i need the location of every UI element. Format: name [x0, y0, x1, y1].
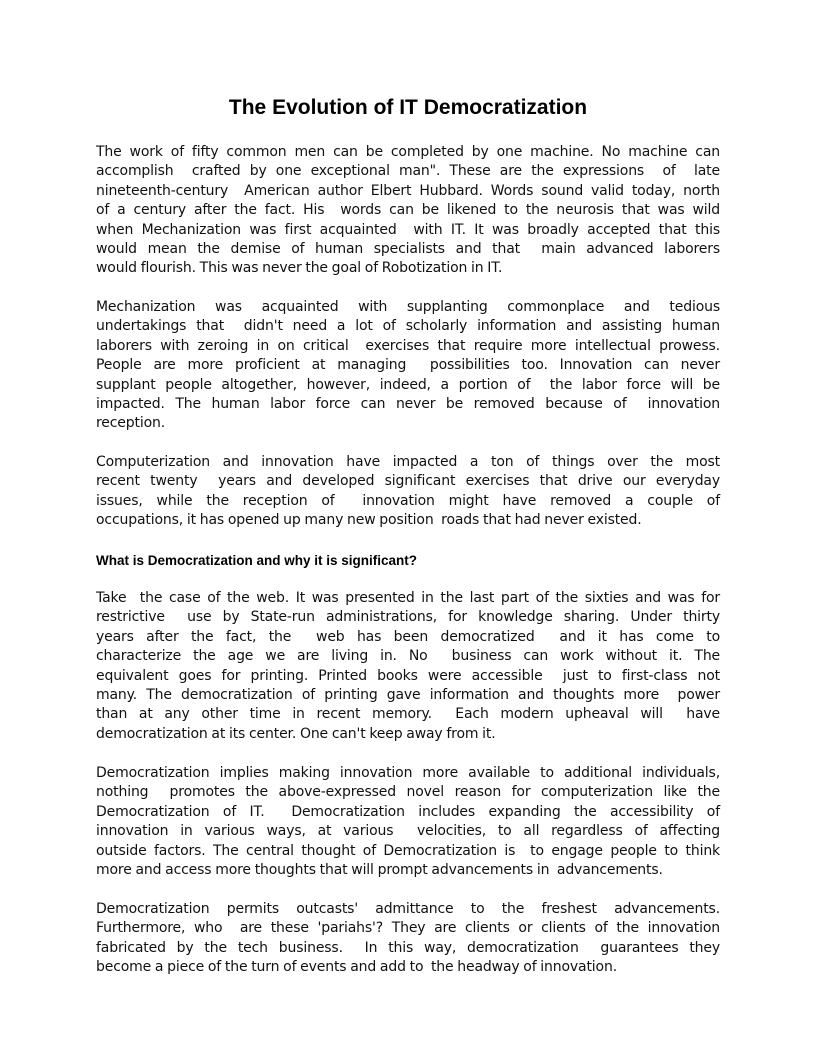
paragraph-line: years after the fact, the web has been democratized and it has come to — [96, 628, 720, 645]
paragraph-computerization — [96, 453, 720, 531]
paragraph-line: Mechanization was acquainted with supplanting commonplace and tedious — [96, 299, 720, 315]
paragraph-line: Furthermore, who are these 'pariahs'? They are clients or clients of the innovation — [96, 920, 720, 937]
paragraph-line: Democratization permits outcasts' admittance to the freshest advancements. — [96, 901, 720, 917]
paragraph-line: undertakings that didn't need a lot of scholarly information and assisting human — [96, 318, 720, 335]
paragraph-line: impacted. The human labor force can never be removed because of innovation — [96, 395, 720, 412]
paragraph-line: democratization at its center. One can't keep away from it. — [96, 725, 496, 742]
paragraph-line: would flourish. This was never the goal of Robotization in IT. — [96, 260, 503, 277]
paragraph-line: People are more proficient at managing possibilities too. Innovation can never — [96, 357, 720, 374]
paragraph-line: innovation in various ways, at various velocities, to all regardless of affecting — [96, 823, 720, 840]
document-title: The Evolution of IT Democratization — [228, 96, 588, 119]
paragraph-line: issues, while the reception of innovation might have removed a couple of — [96, 492, 720, 509]
paragraph-line: when Mechanization was first acquainted with IT. It was broadly accepted that this — [96, 221, 720, 238]
paragraph-line: fabricated by the tech business. In this way, democratization guarantees they — [96, 939, 720, 956]
paragraph-line: The work of fifty common men can be completed by one machine. No machine can — [96, 144, 720, 160]
paragraph-line: laborers with zeroing in on critical exercises that require more intellectual prowess. — [96, 337, 720, 354]
paragraph-line: characterize the age we are living in. No business can work without it. The — [96, 648, 720, 665]
paragraph-line: restrictive use by State-run administrations, for knowledge sharing. Under thirty — [96, 609, 720, 626]
paragraph-line: accomplish crafted by one exceptional man". These are the expressions of late — [96, 163, 720, 180]
paragraph-democratization-definition — [96, 764, 720, 880]
paragraph-line: nothing promotes the above-expressed novel reason for computerization like the — [96, 784, 720, 801]
paragraph-line: Computerization and innovation have impacted a ton of things over the most — [96, 454, 720, 470]
paragraph-line: outside factors. The central thought of Democratization is to engage people to think — [96, 842, 720, 859]
paragraph-line: nineteenth-century American author Elbert Hubbard. Words sound valid today, north — [96, 182, 720, 199]
paragraph-line: many. The democratization of printing gave information and thoughts more power — [96, 686, 720, 703]
paragraph-mechanization — [96, 298, 720, 434]
paragraph-line: become a piece of the turn of events and add to the headway of innovation. — [96, 959, 617, 976]
paragraph-line: reception. — [96, 415, 166, 432]
section-heading: What is Democratization and why it is significant? — [96, 553, 418, 568]
paragraph-outcasts — [96, 900, 720, 978]
paragraph-line: supplant people altogether, however, indeed, a portion of the labor force will be — [96, 376, 720, 393]
paragraph-line: more and access more thoughts that will prompt advancements in advancements. — [96, 861, 663, 878]
paragraph-line: equivalent goes for printing. Printed books were accessible just to first-class not — [96, 667, 720, 684]
paragraph-line: Take the case of the web. It was presented in the last part of the sixties and was for — [96, 590, 720, 606]
paragraph-line: occupations, it has opened up many new position roads that had never existed. — [96, 512, 642, 529]
paragraph-line: recent twenty years and developed significant exercises that drive our everyday — [96, 473, 720, 490]
paragraph-line: Democratization implies making innovation more available to additional individuals, — [96, 765, 720, 781]
paragraph-line: Democratization of IT. Democratization includes expanding the accessibility of — [96, 803, 720, 820]
paragraph-intro — [96, 143, 720, 279]
paragraph-line: than at any other time in recent memory. Each modern upheaval will have — [96, 706, 720, 723]
paragraph-line: would mean the demise of human specialists and that main advanced laborers — [96, 240, 720, 257]
paragraph-line: of a century after the fact. His words can be likened to the neurosis that was wild — [96, 202, 720, 219]
paragraph-web-example — [96, 589, 720, 744]
